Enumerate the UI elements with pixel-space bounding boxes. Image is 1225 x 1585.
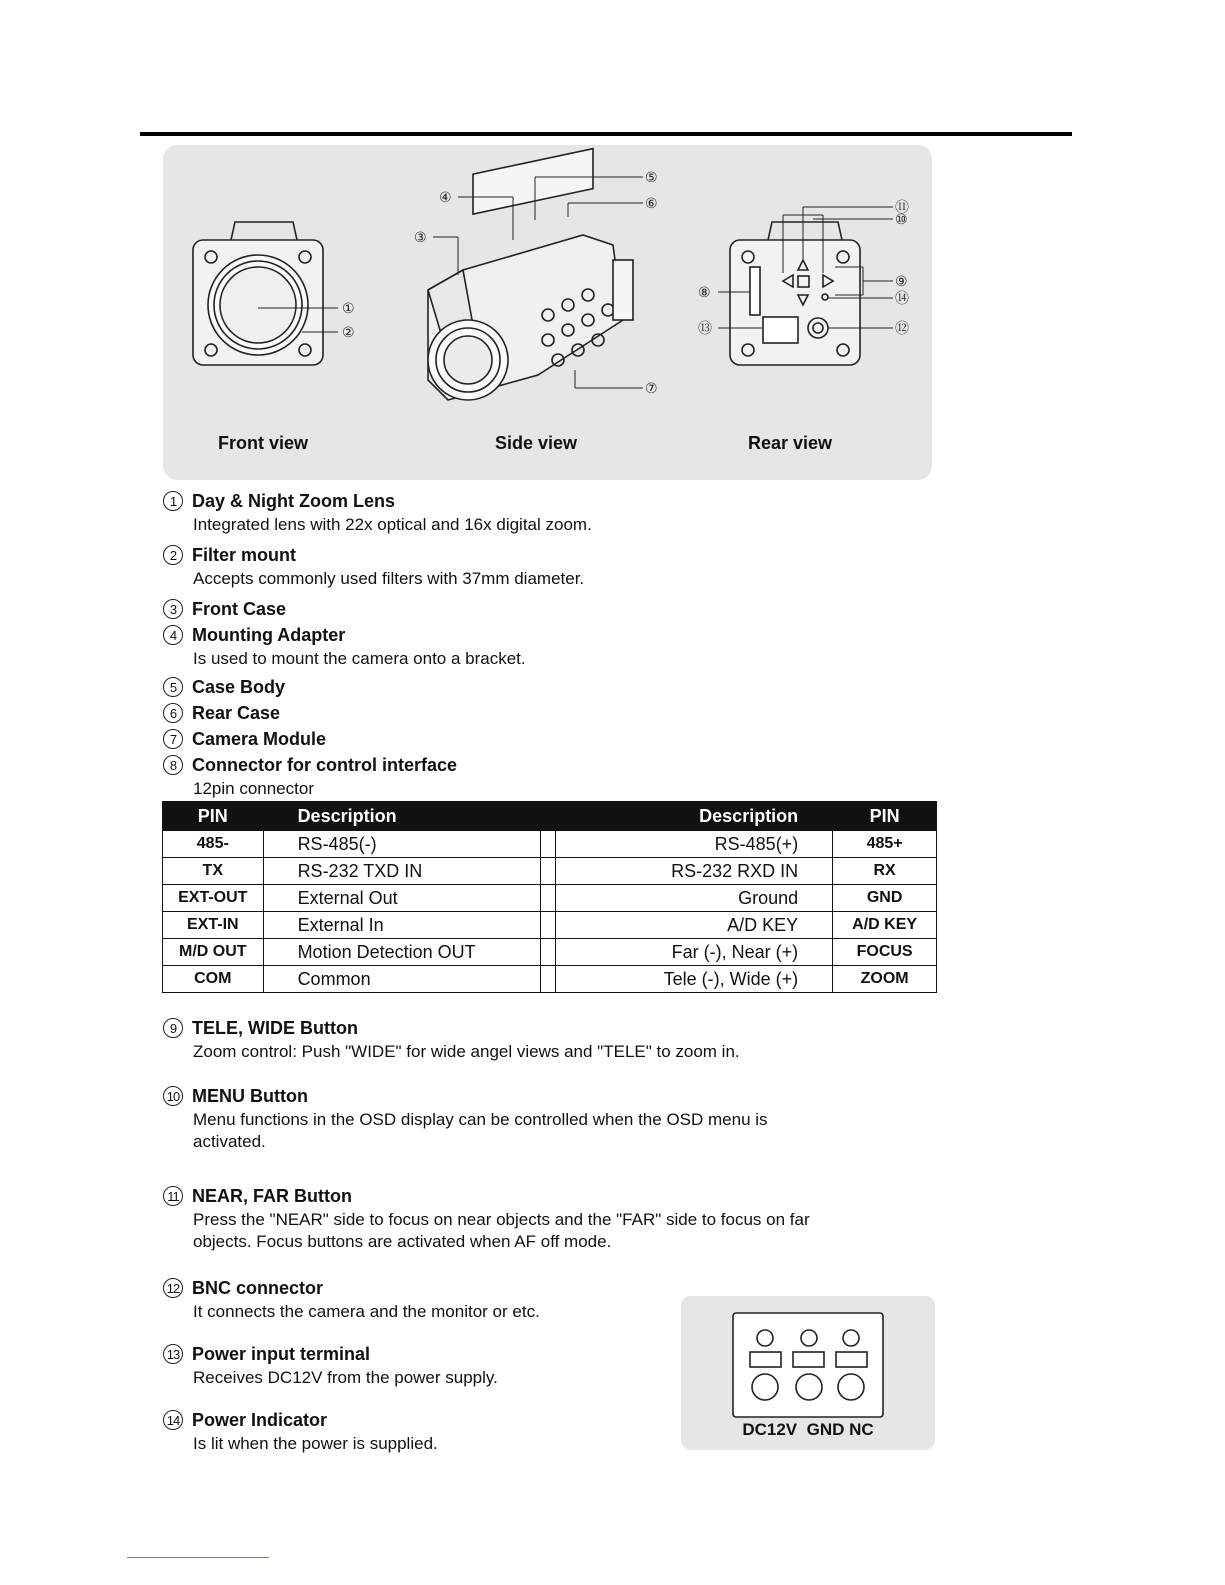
rear-view-label: Rear view: [747, 433, 833, 453]
table-row: [163, 912, 937, 939]
desc-right: Ground: [555, 885, 832, 912]
front-view-label: Front view: [217, 433, 308, 453]
callout-6: ⑥: [645, 196, 658, 212]
callout-5: ⑤: [645, 170, 658, 186]
desc-right: RS-485(+): [555, 831, 832, 858]
list-item: [163, 488, 963, 536]
item-description: Menu functions in the OSD display can be controlled when the OSD menu is activated.: [193, 1110, 768, 1151]
pin-left: EXT-OUT: [163, 885, 264, 912]
pin-right: GND: [833, 885, 937, 912]
desc-left: Common: [263, 966, 540, 993]
footer-link-underline: [127, 1557, 269, 1558]
list-item: [163, 1083, 883, 1153]
item-title: Connector for control interface: [192, 754, 458, 775]
callout-14: ⑭: [895, 291, 909, 307]
desc-left: External Out: [263, 885, 540, 912]
power-terminal-figure: [681, 1296, 935, 1450]
item-title: Power input terminal: [192, 1343, 371, 1364]
item-description: Receives DC12V from the power supply.: [193, 1368, 498, 1387]
item-number: 13: [163, 1344, 183, 1364]
pin-left: EXT-IN: [163, 912, 264, 939]
pin-right: ZOOM: [833, 966, 937, 993]
col-desc-right: Description: [555, 802, 832, 831]
desc-right: Tele (-), Wide (+): [555, 966, 832, 993]
list-item: [163, 622, 963, 670]
callout-4: ④: [439, 190, 452, 206]
list-item: [163, 596, 963, 622]
item-title: Filter mount: [192, 544, 296, 565]
item-number: 11: [163, 1186, 183, 1206]
item-title: Front Case: [192, 598, 287, 619]
item-title: Camera Module: [192, 728, 327, 749]
rear-view-drawing: [718, 207, 893, 365]
terminal-label: DC12V GND NC: [742, 1420, 874, 1439]
callout-11: ⑪: [895, 200, 909, 216]
list-item: [163, 1015, 883, 1063]
callout-7: ⑦: [645, 381, 658, 397]
desc-left: RS-232 TXD IN: [263, 858, 540, 885]
side-view-label: Side view: [494, 433, 578, 453]
table-row: [163, 831, 937, 858]
item-description: 12pin connector: [193, 779, 314, 798]
pin-table: [162, 801, 937, 993]
item-title: TELE, WIDE Button: [192, 1017, 358, 1038]
item-title: Mounting Adapter: [192, 624, 346, 645]
item-description: Press the "NEAR" side to focus on near objects and the "FAR" side to focus on far objects. Focus buttons are activated when AF off mode.: [193, 1210, 810, 1251]
pin-left: TX: [163, 858, 264, 885]
table-row: [163, 966, 937, 993]
item-number: 8: [163, 755, 183, 775]
item-description: Is used to mount the camera onto a bracket.: [193, 649, 526, 668]
item-description: It connects the camera and the monitor or etc.: [193, 1302, 540, 1321]
desc-right: A/D KEY: [555, 912, 832, 939]
camera-views-figure: [163, 145, 932, 480]
pin-left: 485-: [163, 831, 264, 858]
item-title: Power Indicator: [192, 1409, 328, 1430]
list-item: [163, 752, 963, 800]
col-desc-left: Description: [263, 802, 540, 831]
desc-right: RS-232 RXD IN: [555, 858, 832, 885]
component-list-1: [163, 488, 963, 800]
item-number: 7: [163, 729, 183, 749]
desc-left: RS-485(-): [263, 831, 540, 858]
item-number: 14: [163, 1410, 183, 1430]
col-pin-left: PIN: [163, 802, 264, 831]
list-item: [163, 726, 963, 752]
callout-2: ②: [342, 325, 355, 341]
table-row: [163, 858, 937, 885]
item-description: Accepts commonly used filters with 37mm diameter.: [193, 569, 585, 588]
header-rule: [140, 132, 1072, 136]
callout-3: ③: [414, 230, 427, 246]
side-view-drawing: [428, 149, 643, 400]
list-item: [163, 700, 963, 726]
desc-left: External In: [263, 912, 540, 939]
item-description: Is lit when the power is supplied.: [193, 1434, 438, 1453]
pin-right: FOCUS: [833, 939, 937, 966]
item-number: 1: [163, 491, 183, 511]
callout-13: ⑬: [698, 321, 712, 337]
item-title: MENU Button: [192, 1085, 308, 1106]
callout-9: ⑨: [895, 274, 908, 290]
camera-illustration: [163, 145, 932, 480]
item-title: BNC connector: [192, 1277, 324, 1298]
item-title: Day & Night Zoom Lens: [192, 490, 396, 511]
list-item: [163, 542, 963, 590]
pin-right: RX: [833, 858, 937, 885]
item-number: 12: [163, 1278, 183, 1298]
item-number: 3: [163, 599, 183, 619]
front-view-drawing: [193, 222, 338, 365]
callout-1: ①: [342, 301, 355, 317]
pin-left: M/D OUT: [163, 939, 264, 966]
desc-left: Motion Detection OUT: [263, 939, 540, 966]
list-item: [163, 1183, 883, 1253]
callout-8: ⑧: [698, 285, 711, 301]
item-number: 6: [163, 703, 183, 723]
item-title: NEAR, FAR Button: [192, 1185, 352, 1206]
pin-right: 485+: [833, 831, 937, 858]
item-description: Integrated lens with 22x optical and 16x digital zoom.: [193, 515, 592, 534]
item-number: 10: [163, 1086, 183, 1106]
item-number: 4: [163, 625, 183, 645]
pin-left: COM: [163, 966, 264, 993]
item-title: Case Body: [192, 676, 286, 697]
table-row: [163, 939, 937, 966]
pin-right: A/D KEY: [833, 912, 937, 939]
item-description: Zoom control: Push "WIDE" for wide angel views and "TELE" to zoom in.: [193, 1042, 740, 1061]
callout-10: ⑩: [895, 212, 908, 228]
list-item: [163, 674, 963, 700]
item-title: Rear Case: [192, 702, 281, 723]
table-row: [163, 885, 937, 912]
callout-12: ⑫: [895, 321, 909, 337]
desc-right: Far (-), Near (+): [555, 939, 832, 966]
item-number: 2: [163, 545, 183, 565]
col-pin-right: PIN: [833, 802, 937, 831]
item-number: 5: [163, 677, 183, 697]
item-number: 9: [163, 1018, 183, 1038]
table-header-row: [163, 802, 937, 831]
